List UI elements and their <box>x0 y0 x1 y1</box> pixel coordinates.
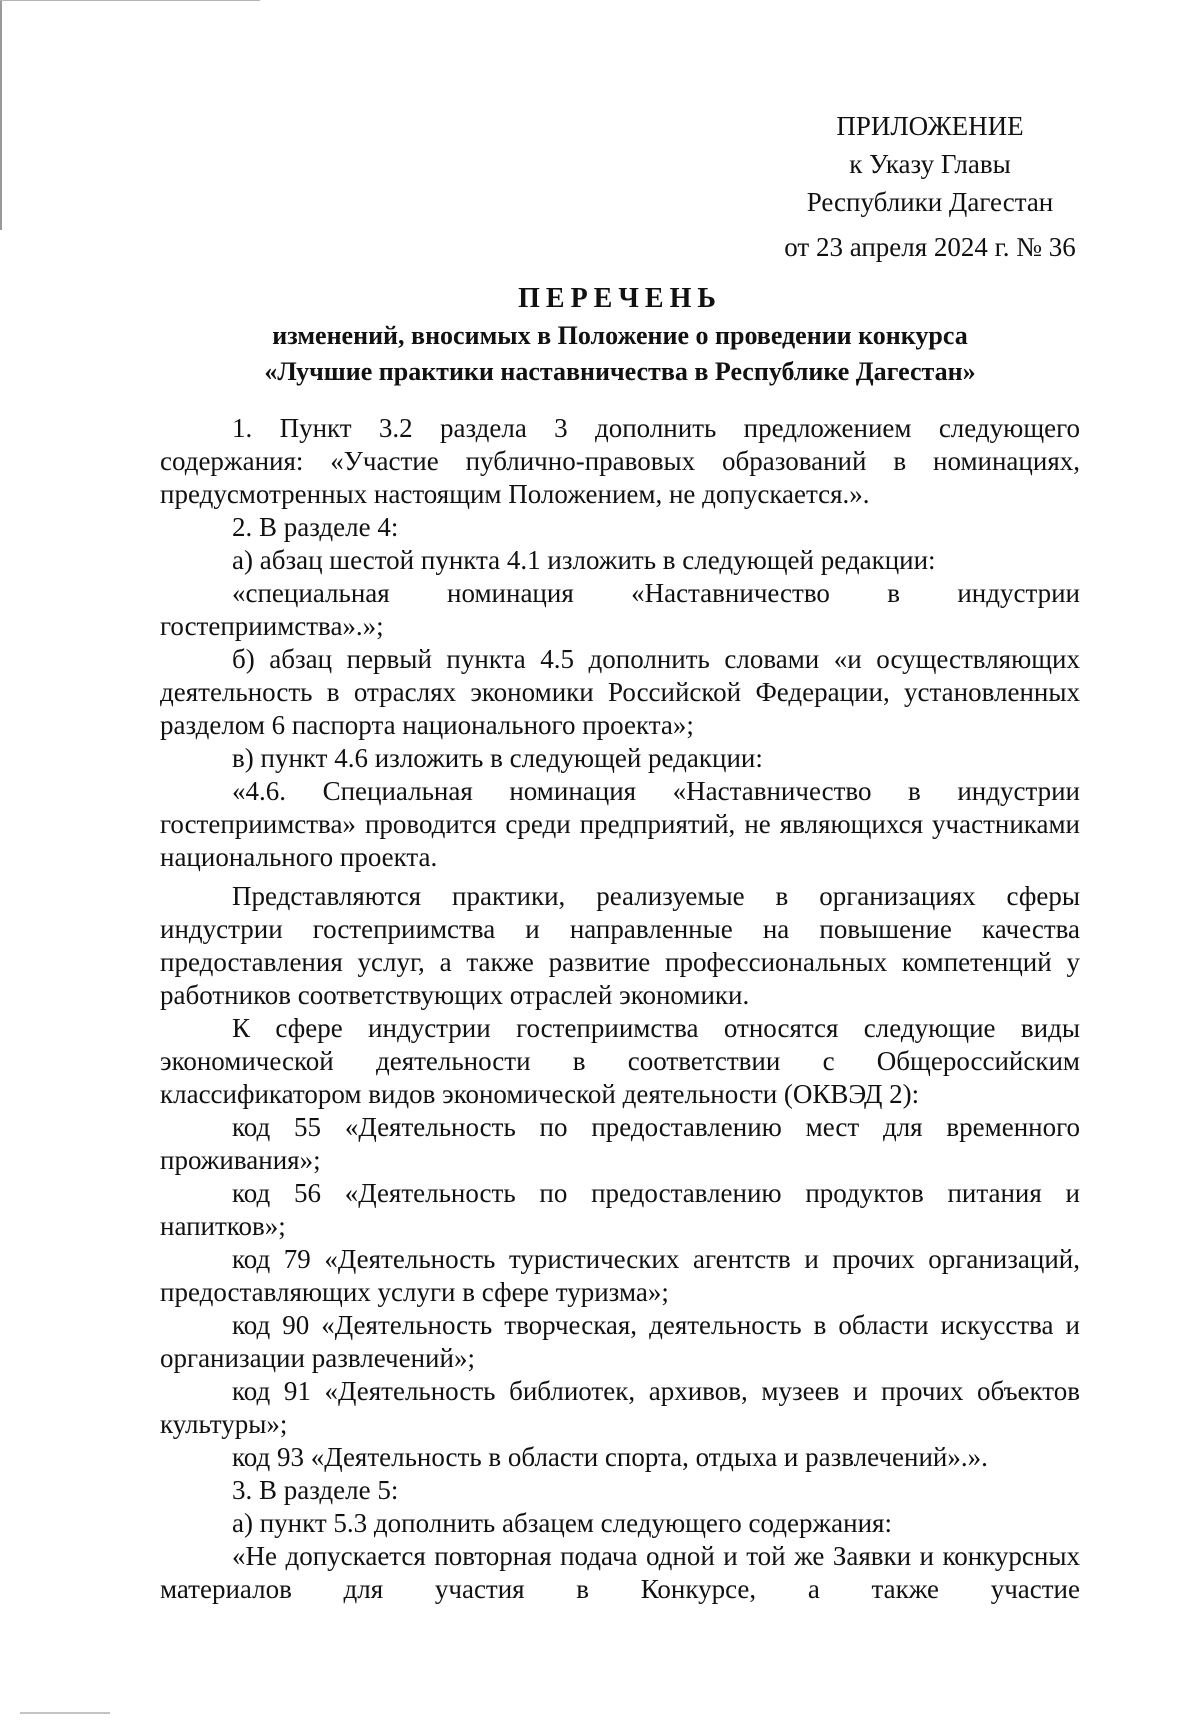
paragraph-14: код 91 «Деятельность библиотек, архивов, музеев и прочих объектов культуры»; <box>160 1376 1080 1439</box>
scan-edge-mark <box>0 0 2 230</box>
scan-top-mark <box>0 0 260 1</box>
paragraph-1: 1. Пункт 3.2 раздела 3 дополнить предложением следующего содержания: «Участие публично-правовых образований в номинациях, предусмотренных настоящим Положением, не допускается.». <box>160 413 1080 509</box>
approval-block <box>770 107 1090 221</box>
title-block <box>160 280 1080 390</box>
paragraph-4: «специальная номинация «Наставничество в индустрии гостеприимства».»; <box>160 578 1080 641</box>
approval-date: от 23 апреля 2024 г. № 36 <box>784 232 1076 262</box>
document-title: ПЕРЕЧЕНЬ <box>518 283 722 314</box>
approval-decree: к Указу Главы <box>849 149 1011 179</box>
scan-bottom-mark <box>20 1712 110 1714</box>
paragraph-15: код 93 «Деятельность в области спорта, отдыха и развлечений».». <box>232 1442 988 1472</box>
paragraph-18: «Не допускается повторная подача одной и той же Заявки и конкурсных материалов для участия в Конкурсе, а также участие <box>160 1541 1080 1604</box>
paragraph-2: 2. В разделе 4: <box>232 512 399 542</box>
paragraph-6: в) пункт 4.6 изложить в следующей редакции: <box>232 743 763 773</box>
document-subtitle-line-2: «Лучшие практики наставничества в Республике Дагестан» <box>264 357 976 386</box>
paragraph-13: код 90 «Деятельность творческая, деятельность в области искусства и организации развлечений»; <box>160 1310 1080 1373</box>
approval-title: ПРИЛОЖЕНИЕ <box>836 111 1024 141</box>
document-body <box>160 412 1080 1606</box>
paragraph-16: 3. В разделе 5: <box>232 1475 399 1505</box>
paragraph-17: а) пункт 5.3 дополнить абзацем следующего содержания: <box>232 1508 892 1538</box>
paragraph-11: код 56 «Деятельность по предоставлению продуктов питания и напитков»; <box>160 1178 1080 1241</box>
paragraph-12: код 79 «Деятельность туристических агентств и прочих организаций, предоставляющих услуги в сфере туризма»; <box>160 1244 1080 1307</box>
document-subtitle-line-1: изменений, вносимых в Положение о проведении конкурса <box>272 321 968 350</box>
paragraph-3: а) абзац шестой пункта 4.1 изложить в следующей редакции: <box>232 545 936 575</box>
paragraph-7: «4.6. Специальная номинация «Наставничество в индустрии гостеприимства» проводится среди предприятий, не являющихся участниками национального проекта. <box>160 776 1080 872</box>
paragraph-9: К сфере индустрии гостеприимства относятся следующие виды экономической деятельности в соответствии с Общероссийским классификатором видов экономической деятельности (ОКВЭД 2): <box>160 1013 1080 1109</box>
paragraph-10: код 55 «Деятельность по предоставлению мест для временного проживания»; <box>160 1112 1080 1175</box>
paragraph-5: б) абзац первый пункта 4.5 дополнить словами «и осуществляющих деятельность в отраслях экономики Российской Федерации, установленных разделом 6 паспорта национального проекта»; <box>160 644 1080 740</box>
paragraph-8: Представляются практики, реализуемые в организациях сферы индустрии гостеприимства и направленные на повышение качества предоставления услуг, а также развитие профессиональных компетенций у работников соответствующих отраслей экономики. <box>160 881 1080 1010</box>
approval-republic: Республики Дагестан <box>806 187 1054 217</box>
